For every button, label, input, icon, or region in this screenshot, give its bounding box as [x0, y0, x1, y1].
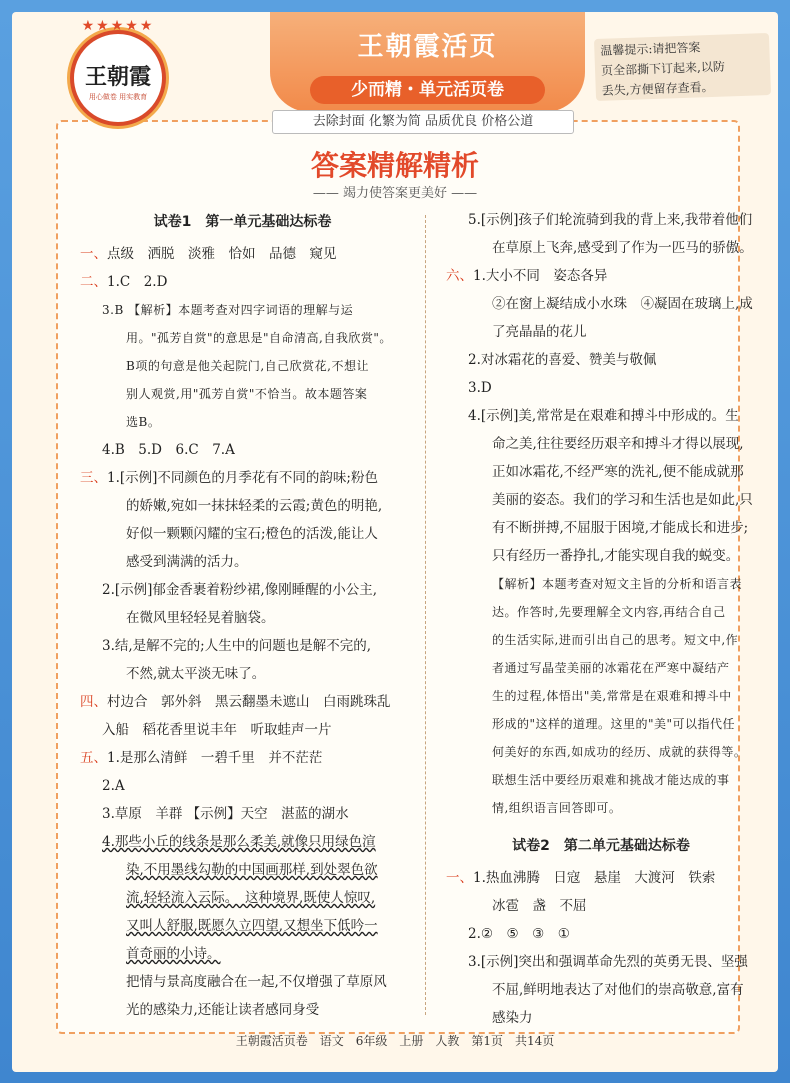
banner-title: 王朝霞活页: [357, 32, 498, 62]
answer-text: 1.[示例]不同颜色的月季花有不同的韵味;粉色: [107, 470, 378, 486]
answer-text: 有不断拼搏,不屈服于困境,才能成长和进步;: [492, 520, 749, 536]
answer-text: 3.D: [468, 380, 492, 396]
answer-line: [80, 744, 405, 772]
answer-line: [80, 940, 405, 968]
answer-list: [80, 240, 405, 1024]
section-marker: 一、: [80, 246, 107, 262]
answer-line: [446, 766, 756, 794]
column-divider: [425, 215, 426, 1015]
answer-text: 用。"孤芳自赏"的意思是"自命清高,自我欣赏"。: [126, 331, 392, 345]
answer-line: [80, 548, 405, 576]
answer-line: [446, 598, 756, 626]
answer-text: 1.大小不同 姿态各异: [473, 268, 608, 284]
answer-text: 在微风里轻轻晃着脑袋。: [126, 610, 275, 626]
answer-line: [80, 632, 405, 660]
answer-line: [80, 772, 405, 800]
answer-text: 美丽的姿态。我们的学习和生活也是如此,只: [492, 492, 753, 508]
answer-line: [446, 542, 756, 570]
answer-text: 2.对冰霜花的喜爱、赞美与敬佩: [468, 352, 657, 368]
section-marker: 五、: [80, 750, 107, 766]
answer-line: [446, 794, 756, 822]
answer-text: 感受到满满的活力。: [126, 554, 248, 570]
answer-text: 光的感染力,还能让读者感同身受: [126, 1002, 320, 1018]
tip-line: 温馨提示:请把答案: [600, 40, 701, 58]
answer-text: 联想生活中要经历艰难和挑战才能达成的事: [492, 773, 730, 787]
answer-line: [80, 912, 405, 940]
answer-text: 的娇嫩,宛如一抹抹轻柔的云霞;黄色的明艳,: [126, 498, 383, 514]
section-marker: 六、: [446, 268, 473, 284]
answer-text: 1.是那么清鲜 一碧千里 并不茫茫: [107, 750, 323, 766]
answer-text: 把情与景高度融合在一起,不仅增强了草原风: [126, 974, 387, 990]
answer-line: [446, 1004, 756, 1032]
header-banner: [270, 12, 585, 112]
answer-text: B项的句意是他关起院门,自己欣赏花,不想让: [126, 359, 369, 373]
answer-line: [446, 206, 756, 234]
left-column: [80, 206, 405, 1024]
answer-list: [446, 206, 756, 822]
answer-text: 达。作答时,先要理解全文内容,再结合自己: [492, 605, 726, 619]
answer-line: [446, 570, 756, 598]
answer-line: [446, 458, 756, 486]
stars-icon: ★★★★★: [81, 18, 155, 34]
answer-line: [446, 626, 756, 654]
answer-line: [446, 318, 756, 346]
answer-line: [446, 710, 756, 738]
answer-line: [80, 492, 405, 520]
answer-text: 正如冰霜花,不经严寒的洗礼,便不能成就那: [492, 464, 744, 480]
tip-note: [594, 33, 771, 101]
answer-text: 4.B 5.D 6.C 7.A: [102, 442, 235, 458]
answer-line: [80, 436, 405, 464]
answer-text: 又叫人舒服,既愿久立四望,又想坐下低吟一: [126, 918, 378, 934]
answer-line: [446, 654, 756, 682]
answer-line: [446, 374, 756, 402]
answer-line: [446, 738, 756, 766]
answer-line: [80, 268, 405, 296]
slogan: 去除封面 化繁为简 品质优良 价格公道: [272, 110, 574, 134]
logo-sub: 用心做卷 用实教育: [88, 93, 148, 101]
answer-line: [80, 996, 405, 1024]
answer-text: 者通过写晶莹美丽的冰霜花在严寒中凝结产: [492, 661, 730, 675]
answer-line: [446, 346, 756, 374]
page-subtitle: —— 竭力使答案更美好 ——: [312, 186, 478, 201]
page-footer: 王朝霞活页卷 语文 6年级 上册 人教 第1页 共14页: [235, 1034, 555, 1048]
answer-line: [446, 920, 756, 948]
answer-line: [446, 514, 756, 542]
answer-line: [446, 682, 756, 710]
answer-text: 村边合 郭外斜 黑云翻墨未遮山 白雨跳珠乱: [107, 694, 391, 710]
answer-line: [80, 296, 405, 324]
answer-text: 感染力: [492, 1010, 533, 1026]
answer-line: [446, 234, 756, 262]
answer-line: [80, 660, 405, 688]
answer-text: 3.B 【解析】本题考查对四字词语的理解与运: [102, 303, 354, 317]
answer-text: 染,不用墨线勾勒的中国画那样,到处翠色欲: [126, 862, 378, 878]
answer-line: [80, 240, 405, 268]
answer-line: [80, 380, 405, 408]
answer-line: [80, 576, 405, 604]
answer-line: [446, 486, 756, 514]
answer-text: 2.[示例]郁金香裹着粉纱裙,像刚睡醒的小公主,: [102, 582, 377, 598]
answer-line: [80, 968, 405, 996]
answer-line: [80, 688, 405, 716]
answer-text: 3.结,是解不完的;人生中的问题也是解不完的,: [102, 638, 372, 654]
answer-text: 1.C 2.D: [107, 274, 168, 290]
answer-text: 2.② ⑤ ③ ①: [468, 926, 570, 942]
answer-text: 选B。: [126, 415, 161, 429]
section-marker: 二、: [80, 274, 107, 290]
banner-subtitle: 少而精・单元活页卷: [310, 76, 545, 104]
answer-text: 不屈,鲜明地表达了对他们的崇高敬意,富有: [492, 982, 744, 998]
answer-text: 3.草原 羊群 【示例】天空 湛蓝的湖水: [102, 806, 349, 822]
logo-text: 王朝霞: [84, 65, 151, 90]
answer-line: [80, 352, 405, 380]
section-marker: 三、: [80, 470, 107, 486]
answer-line: [80, 884, 405, 912]
answer-line: [80, 324, 405, 352]
answer-text: 在草原上飞奔,感受到了作为一匹马的骄傲。: [492, 240, 753, 256]
answer-text: 别人观赏,用"孤芳自赏"不恰当。故本题答案: [126, 387, 368, 401]
answer-text: 好似一颗颗闪耀的宝石;橙色的活泼,能让人: [126, 526, 378, 542]
answer-text: 不然,就太平淡无味了。: [126, 666, 266, 682]
answer-line: [80, 520, 405, 548]
answer-line: [80, 408, 405, 436]
answer-line: [446, 402, 756, 430]
answer-line: [80, 856, 405, 884]
answer-text: 了亮晶晶的花儿: [492, 324, 587, 340]
tip-line: 页全部撕下订起来,以防: [600, 59, 726, 78]
answer-text: 冰雹 盏 不屈: [492, 898, 587, 914]
answer-line: [446, 892, 756, 920]
answer-line: [80, 716, 405, 744]
section-heading: 试卷2 第二单元基础达标卷: [512, 838, 690, 854]
answer-text: 5.[示例]孩子们轮流骑到我的背上来,我带着他们: [468, 212, 753, 228]
answer-line: [446, 430, 756, 458]
answer-text: 2.A: [102, 778, 125, 794]
answer-text: 的生活实际,进而引出自己的思考。短文中,作: [492, 633, 739, 647]
answer-line: [446, 290, 756, 318]
answer-line: [80, 828, 405, 856]
answer-line: [80, 604, 405, 632]
answer-text: 形成的"这样的道理。这里的"美"可以指代任: [492, 717, 736, 731]
answer-list: [446, 864, 756, 1032]
answer-text: 流,轻轻流入云际。 这种境界,既使人惊叹,: [126, 890, 376, 906]
page-title: 答案精解精析: [310, 149, 479, 182]
answer-text: 只有经历一番挣扎,才能实现自我的蜕变。: [492, 548, 740, 564]
answer-line: [446, 262, 756, 290]
answer-text: 点级 洒脱 淡雅 恰如 品德 窥见: [107, 246, 337, 262]
section-heading: 试卷1 第一单元基础达标卷: [153, 214, 332, 230]
answer-text: 首奇丽的小诗。: [126, 946, 221, 962]
answer-text: 入船 稻花香里说丰年 听取蛙声一片: [102, 722, 332, 738]
answer-line: [446, 948, 756, 976]
answer-text: 4.[示例]美,常常是在艰难和搏斗中形成的。生: [468, 408, 739, 424]
section-marker: 一、: [446, 870, 473, 886]
answer-text: 1.热血沸腾 日寇 悬崖 大渡河 铁索: [473, 870, 716, 886]
answer-line: [80, 464, 405, 492]
answer-text: 3.[示例]突出和强调革命先烈的英勇无畏、坚强: [468, 954, 748, 970]
answer-line: [446, 864, 756, 892]
answer-text: 命之美,往往要经历艰辛和搏斗才得以展现,: [492, 436, 744, 452]
answer-text: 情,组织语言回答即可。: [492, 801, 622, 815]
section-marker: 四、: [80, 694, 107, 710]
answer-text: 生的过程,体悟出"美,常常是在艰难和搏斗中: [492, 689, 732, 703]
tip-line: 丢失,方便留存查看。: [601, 79, 714, 98]
answer-line: [446, 976, 756, 1004]
answer-text: 4.那些小丘的线条是那么柔美,就像只用绿色渲: [102, 834, 376, 850]
answer-text: 何美好的东西,如成功的经历、成就的获得等。: [492, 745, 747, 759]
answer-line: [80, 800, 405, 828]
brand-logo: [70, 18, 166, 126]
answer-text: 【解析】本题考查对短文主旨的分析和语言表: [492, 577, 743, 591]
right-column: [446, 206, 756, 1032]
answer-text: ②在窗上凝结成小水珠 ④凝固在玻璃上,成: [492, 296, 753, 312]
